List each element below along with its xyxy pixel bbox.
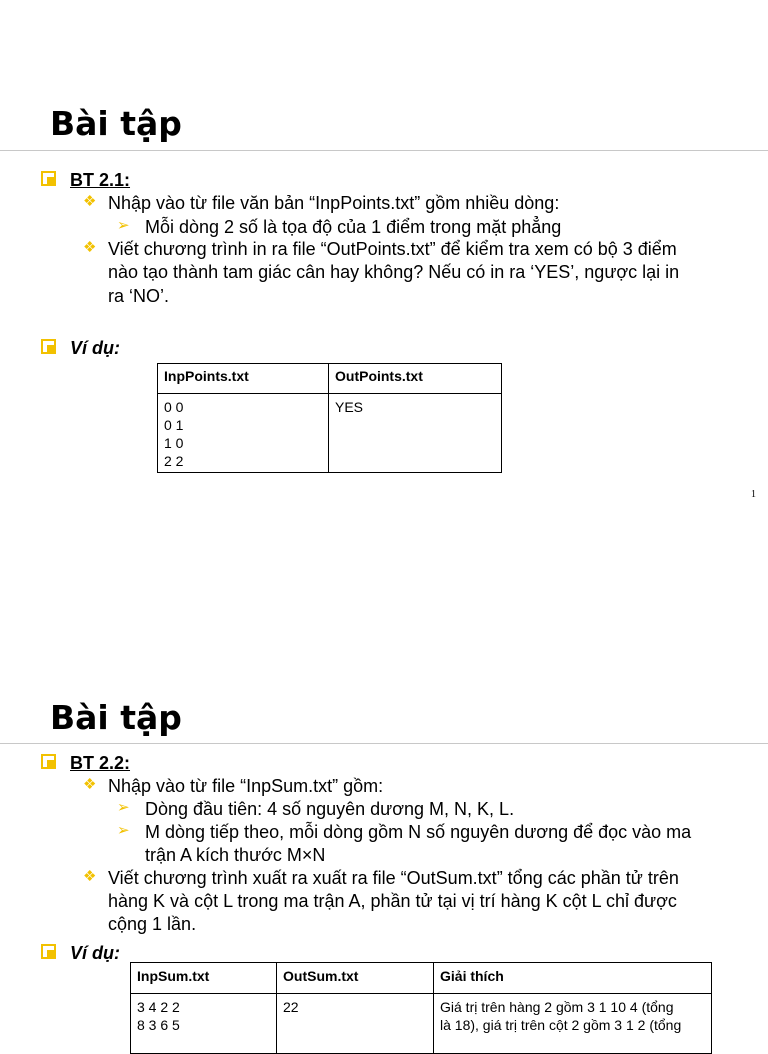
table-header-row xyxy=(131,963,712,994)
slide-title: Bài tập xyxy=(50,104,182,143)
arrow-bullet-icon: ➢ xyxy=(117,217,130,234)
output-cell: 22 xyxy=(277,994,434,1054)
input-cell: 3 4 2 2 8 3 6 5 xyxy=(131,994,277,1054)
bullet-text: Nhập vào từ file văn bản “InpPoints.txt” gồm nhiều dòng: xyxy=(108,193,560,213)
bullet-text: Nhập vào từ file “InpSum.txt” gồm: xyxy=(108,776,384,796)
table-header-cell: InpPoints.txt xyxy=(158,364,329,394)
arrow-bullet-icon: ➢ xyxy=(117,799,130,816)
arrow-bullet-icon: ➢ xyxy=(117,822,130,839)
bullet-text-line: ra ‘NO’. xyxy=(108,286,170,306)
bullet-text-line: Viết chương trình xuất ra xuất ra file “OutSum.txt” tổng các phần tử trên xyxy=(108,868,679,888)
bullet-text-line: Viết chương trình in ra file “OutPoints.txt” để kiểm tra xem có bộ 3 điểm xyxy=(108,239,677,259)
exercise-label: BT 2.1: xyxy=(70,170,131,190)
page-number: 1 xyxy=(751,489,756,500)
bullet-text-line: cộng 1 lần. xyxy=(108,914,197,934)
slide-title: Bài tập xyxy=(50,698,182,737)
example-label: Ví dụ: xyxy=(70,338,120,358)
title-divider xyxy=(0,743,768,744)
sub-bullet-text-line: M dòng tiếp theo, mỗi dòng gồm N số nguyên dương để đọc vào ma xyxy=(145,822,692,842)
table-header-cell: Giải thích xyxy=(434,963,712,994)
sub-bullet-text-line: trận A kích thước M×N xyxy=(145,845,326,865)
input-cell: 0 0 0 1 1 0 2 2 xyxy=(158,394,329,473)
diamond-bullet-icon: ❖ xyxy=(83,776,97,793)
table-header-cell: OutPoints.txt xyxy=(329,364,502,394)
diamond-bullet-icon: ❖ xyxy=(83,868,97,885)
diamond-bullet-icon: ❖ xyxy=(83,193,97,210)
diamond-bullet-icon: ❖ xyxy=(83,239,97,256)
example-label: Ví dụ: xyxy=(70,943,120,963)
explanation-cell: Giá trị trên hàng 2 gồm 3 1 10 4 (tổng là 18), giá trị trên cột 2 gồm 3 1 2 (tổng xyxy=(434,994,712,1054)
bullet-text-line: hàng K và cột L trong ma trận A, phần tử tại vị trí hàng K cột L chỉ được xyxy=(108,891,677,911)
example-table xyxy=(130,962,712,1054)
exercise-label: BT 2.2: xyxy=(70,753,131,773)
table-header-cell: InpSum.txt xyxy=(131,963,277,994)
sub-bullet-text: Dòng đầu tiên: 4 số nguyên dương M, N, K, L. xyxy=(145,799,515,819)
table-header-cell: OutSum.txt xyxy=(277,963,434,994)
square-bullet-icon xyxy=(41,754,56,769)
output-cell: YES xyxy=(329,394,502,473)
square-bullet-icon xyxy=(41,944,56,959)
bullet-text-line: nào tạo thành tam giác cân hay không? Nếu có in ra ‘YES’, ngược lại in xyxy=(108,262,680,282)
sub-bullet-text: Mỗi dòng 2 số là tọa độ của 1 điểm trong mặt phẳng xyxy=(145,217,562,237)
